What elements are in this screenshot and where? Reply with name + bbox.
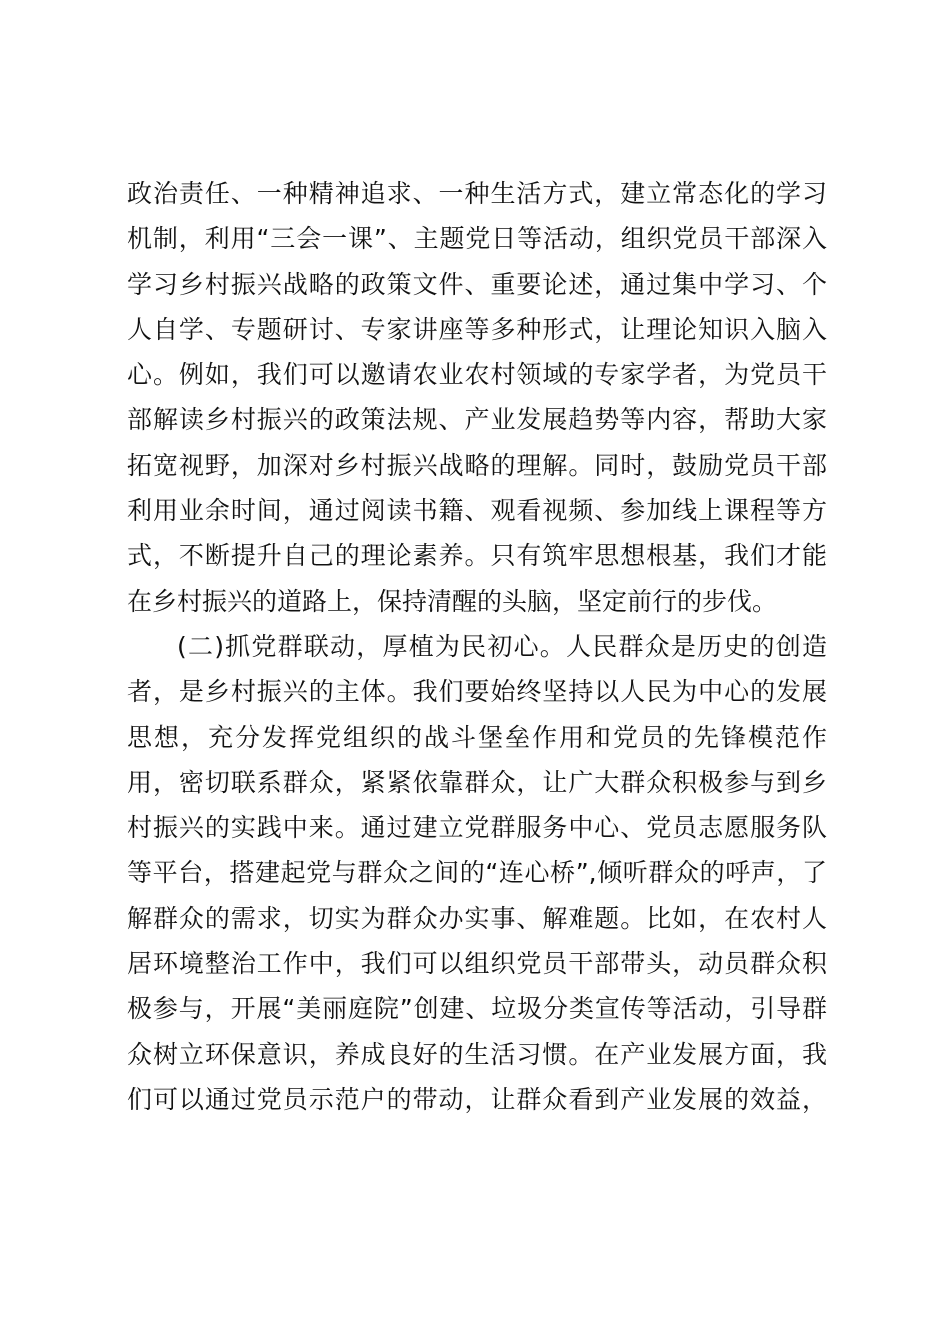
text-line: 利用业余时间，通过阅读书籍、观看视频、参加线上课程等方 [127,496,827,526]
text-line: 等平台，搭建起党与群众之间的“连心桥”,倾听群众的呼声，了 [127,858,827,888]
text-line: 学习乡村振兴战略的政策文件、重要论述，通过集中学习、个 [127,269,827,299]
text-line: 心。例如，我们可以邀请农业农村领域的专家学者，为党员干 [127,360,827,390]
text-line: 部解读乡村振兴的政策法规、产业发展趋势等内容，帮助大家 [127,405,827,435]
text-line: 机制，利用“三会一课”、主题党日等活动，组织党员干部深入 [127,224,827,254]
text-line: 村振兴的实践中来。通过建立党群服务中心、党员志愿服务队 [127,813,827,843]
text-line: 极参与，开展“美丽庭院”创建、垃圾分类宣传等活动，引导群 [127,994,827,1024]
body-text [127,171,827,1122]
section-heading-line: (二)抓党群联动，厚植为民初心。人民群众是历史的创造 [177,631,827,661]
paragraph-end-line: 在乡村振兴的道路上，保持清醒的头脑，坚定前行的步伐。 [127,586,778,616]
text-line: 人自学、专题研讨、专家讲座等多种形式，让理论知识入脑入 [127,314,827,344]
text-line: 思想，充分发挥党组织的战斗堡垒作用和党员的先锋模范作 [127,722,827,752]
text-line: 政治责任、一种精神追求、一种生活方式，建立常态化的学习 [127,179,827,208]
text-line: 解群众的需求，切实为群众办实事、解难题。比如，在农村人 [127,903,827,933]
text-line: 用，密切联系群众，紧紧依靠群众，让广大群众积极参与到乡 [127,767,827,797]
text-line: 拓宽视野，加深对乡村振兴战略的理解。同时，鼓励党员干部 [127,450,827,480]
text-line: 式，不断提升自己的理论素养。只有筑牢思想根基，我们才能 [127,541,827,571]
text-line: 居环境整治工作中，我们可以组织党员干部带头，动员群众积 [127,949,827,979]
text-line: 众树立环保意识，养成良好的生活习惯。在产业发展方面，我 [127,1039,827,1069]
text-line: 者，是乡村振兴的主体。我们要始终坚持以人民为中心的发展 [127,677,827,707]
text-line: 们可以通过党员示范户的带动，让群众看到产业发展的效益， [127,1084,827,1114]
